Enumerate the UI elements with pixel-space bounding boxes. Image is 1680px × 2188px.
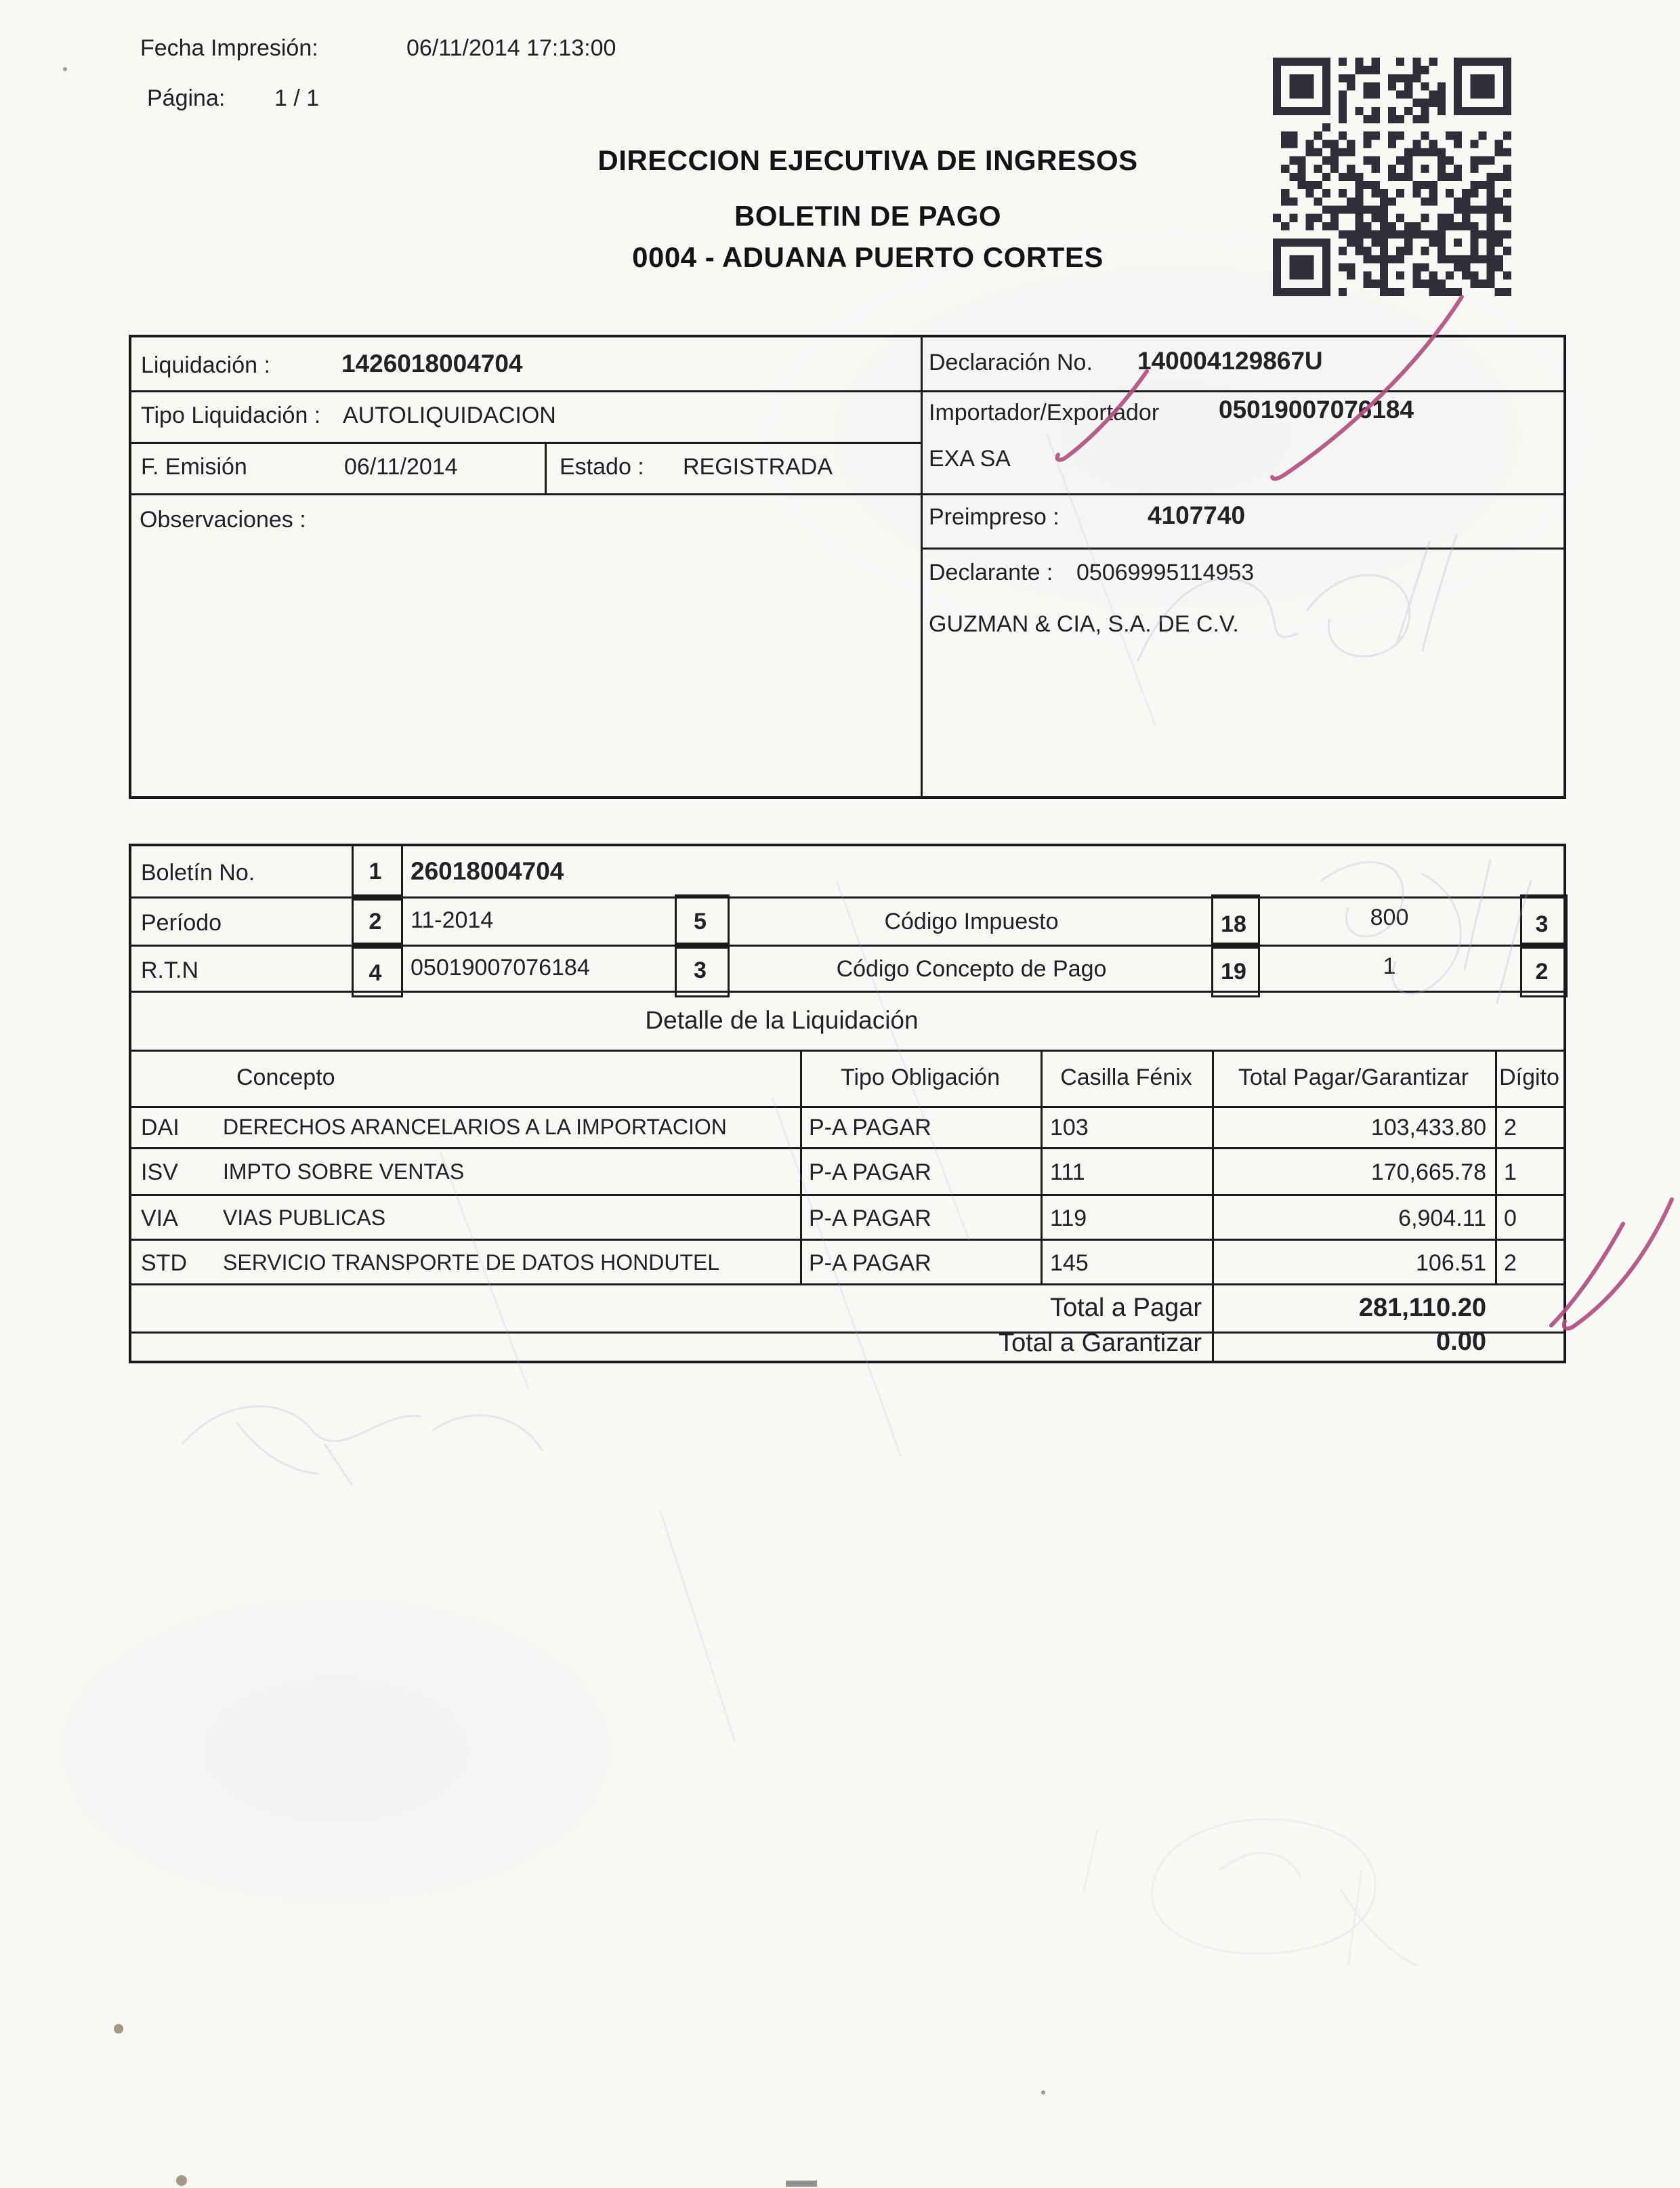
row-code: ISV — [141, 1159, 178, 1185]
aduana-title: 0004 - ADUANA PUERTO CORTES — [632, 241, 1104, 273]
row-casilla: 145 — [1050, 1250, 1089, 1276]
declarante-value: 05069995114953 — [1076, 560, 1255, 585]
f-emision-value: 06/11/2014 — [344, 454, 458, 480]
declaracion-value: 140004129867U — [1137, 347, 1323, 375]
boletin-no-value: 26018004704 — [411, 857, 564, 885]
row-digito: 0 — [1504, 1205, 1517, 1231]
periodo-index2: 5 — [694, 909, 707, 934]
estado-label: Estado : — [560, 454, 644, 480]
row-casilla: 111 — [1050, 1159, 1085, 1185]
row-tipo: P-A PAGAR — [809, 1159, 931, 1185]
declarante-label: Declarante : — [929, 560, 1053, 585]
total-pagar-label: Total a Pagar — [1050, 1294, 1202, 1322]
row-concepto: DERECHOS ARANCELARIOS A LA IMPORTACION — [223, 1115, 727, 1139]
row-digito: 1 — [1504, 1159, 1517, 1185]
periodo-index: 2 — [369, 909, 382, 934]
importador-value: 05019007076184 — [1219, 396, 1414, 424]
row-tipo: P-A PAGAR — [809, 1205, 931, 1231]
row-casilla: 119 — [1050, 1205, 1087, 1231]
tipo-liquidacion-value: AUTOLIQUIDACION — [343, 402, 556, 428]
row-concepto: IMPTO SOBRE VENTAS — [223, 1159, 465, 1184]
row-total: 6,904.11 — [1398, 1205, 1486, 1231]
rtn-index: 4 — [369, 960, 382, 986]
scan-edge-mark — [786, 2181, 817, 2187]
liquidacion-value: 1426018004704 — [341, 350, 523, 377]
boletin-no-label: Boletín No. — [141, 860, 255, 886]
importador-nombre: EXA SA — [929, 446, 1011, 472]
header-casilla-fenix: Casilla Fénix — [1060, 1065, 1192, 1090]
header-concepto: Concepto — [236, 1065, 335, 1090]
f-emision-label: F. Emisión — [141, 454, 247, 480]
codigo-concepto-index: 19 — [1221, 959, 1246, 985]
total-garantizar-value: 0.00 — [1436, 1327, 1486, 1356]
header-tipo-obligacion: Tipo Obligación — [841, 1065, 1000, 1090]
row-concepto: VIAS PUBLICAS — [223, 1205, 386, 1230]
row-total: 106.51 — [1416, 1250, 1486, 1276]
row-tipo: P-A PAGAR — [809, 1115, 931, 1140]
preimpreso-value: 4107740 — [1148, 501, 1246, 529]
preimpreso-label: Preimpreso : — [929, 504, 1059, 530]
header-total: Total Pagar/Garantizar — [1238, 1065, 1469, 1090]
detalle-title: Detalle de la Liquidación — [645, 1006, 919, 1034]
row-total: 170,665.78 — [1370, 1159, 1486, 1185]
tipo-liquidacion-label: Tipo Liquidación : — [141, 402, 321, 428]
row-code: DAI — [141, 1115, 180, 1140]
codigo-impuesto-value: 800 — [1370, 905, 1409, 930]
row-total: 103,433.80 — [1370, 1115, 1486, 1140]
periodo-value: 11-2014 — [411, 907, 494, 933]
doc-title: BOLETIN DE PAGO — [734, 200, 1002, 232]
row-casilla: 103 — [1050, 1115, 1089, 1140]
rtn-value: 05019007076184 — [411, 955, 590, 981]
codigo-impuesto-label: Código Impuesto — [884, 909, 1059, 934]
boletin-table — [129, 844, 1566, 1363]
page-number-label: Página: — [147, 85, 226, 111]
row-tipo: P-A PAGAR — [809, 1250, 931, 1276]
row-code: STD — [141, 1250, 187, 1276]
row-concepto: SERVICIO TRANSPORTE DE DATOS HONDUTEL — [223, 1250, 720, 1275]
total-garantizar-label: Total a Garantizar — [999, 1329, 1202, 1357]
page-number-value: 1 / 1 — [274, 85, 320, 111]
observaciones-label: Observaciones : — [140, 507, 306, 533]
codigo-concepto-digito: 2 — [1535, 959, 1549, 985]
periodo-label: Período — [141, 910, 222, 936]
rtn-label: R.T.N — [141, 957, 198, 983]
boletin-no-index: 1 — [369, 859, 382, 884]
row-digito: 2 — [1504, 1115, 1517, 1140]
qr-code-icon — [1272, 58, 1512, 296]
total-pagar-value: 281,110.20 — [1358, 1294, 1486, 1322]
print-date-value: 06/11/2014 17:13:00 — [406, 35, 616, 61]
row-digito: 2 — [1504, 1250, 1517, 1276]
row-code: VIA — [141, 1205, 178, 1231]
liquidacion-label: Liquidación : — [141, 352, 270, 378]
info-table — [129, 335, 1566, 799]
print-date-label: Fecha Impresión: — [140, 35, 318, 61]
rtn-index2: 3 — [694, 957, 707, 983]
codigo-impuesto-digito: 3 — [1535, 911, 1549, 937]
header-digito: Dígito — [1499, 1065, 1559, 1090]
codigo-concepto-label: Código Concepto de Pago — [836, 956, 1107, 982]
importador-label: Importador/Exportador — [929, 400, 1160, 426]
declarante-nombre: GUZMAN & CIA, S.A. DE C.V. — [929, 611, 1239, 637]
org-title: DIRECCION EJECUTIVA DE INGRESOS — [597, 144, 1138, 176]
estado-value: REGISTRADA — [683, 454, 833, 480]
codigo-concepto-value: 1 — [1383, 953, 1396, 979]
codigo-impuesto-index: 18 — [1221, 911, 1246, 937]
declaracion-label: Declaración No. — [929, 350, 1093, 375]
